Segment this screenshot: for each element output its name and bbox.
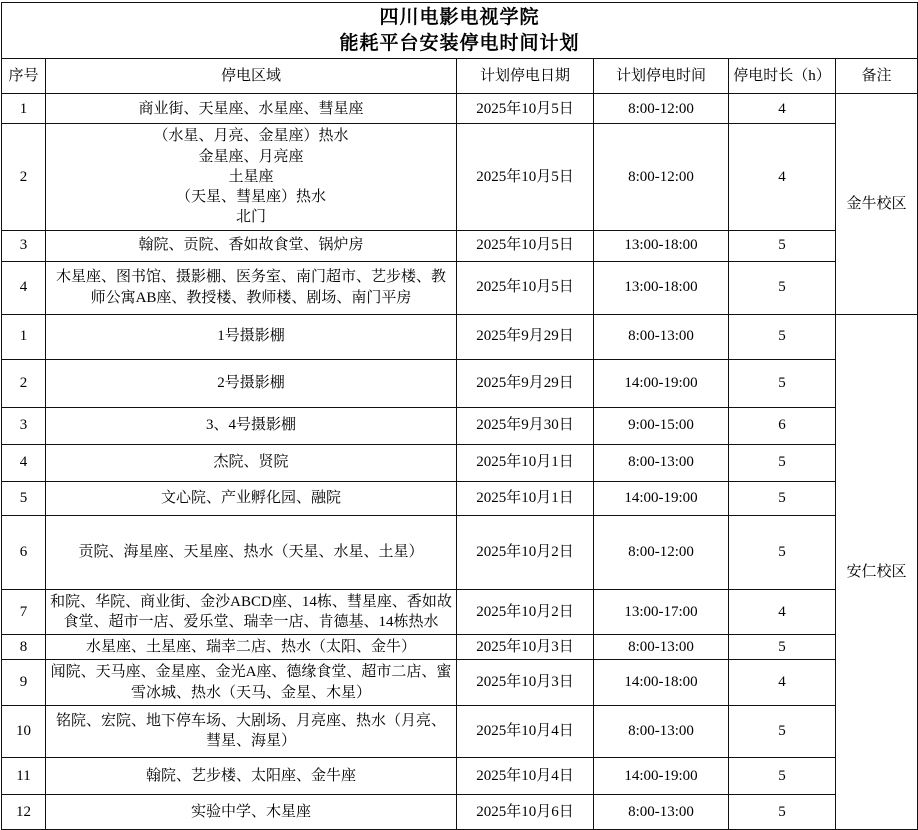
- serial-number-cell: 9: [2, 660, 46, 706]
- schedule-row: [2, 230, 918, 261]
- planned-time-cell: 13:00-17:00: [594, 589, 729, 635]
- planned-time-cell: 8:00-13:00: [594, 314, 729, 359]
- duration-hours-cell: 5: [729, 230, 836, 261]
- planned-date-cell: 2025年10月4日: [457, 705, 594, 757]
- planned-time-cell: 8:00-13:00: [594, 794, 729, 829]
- outage-area-cell: [46, 481, 457, 515]
- campus-remark-cell: 安仁校区: [836, 314, 918, 829]
- outage-area-line: 北门: [235, 209, 266, 226]
- outage-area-cell: [46, 444, 457, 481]
- serial-number-cell: 4: [2, 261, 46, 314]
- duration-hours-cell: 5: [729, 794, 836, 829]
- duration-hours-cell: 6: [729, 407, 836, 444]
- title-line-2: 能耗平台安装停电时间计划: [339, 32, 580, 54]
- planned-time-cell: 8:00-13:00: [594, 444, 729, 481]
- planned-date-cell: 2025年10月1日: [457, 481, 594, 515]
- schedule-row: [2, 794, 918, 829]
- duration-hours-cell: 5: [729, 261, 836, 314]
- schedule-row: [2, 124, 918, 230]
- outage-area-cell: [46, 230, 457, 261]
- outage-area-line: 和院、华院、商业街、金沙ABCD座、14栋、彗星座、香如故食堂、超市一店、爱乐堂、瑞幸一店、肯德基、14栋热水: [50, 593, 452, 630]
- outage-area-line: （天星、彗星座）热水: [175, 189, 326, 206]
- outage-area-line: 铭院、宏院、地下停车场、大剧场、月亮座、热水（月亮、彗星、海星）: [55, 713, 446, 750]
- outage-area-line: 3、4号摄影棚: [205, 417, 296, 434]
- planned-date-cell: 2025年10月1日: [457, 444, 594, 481]
- outage-area-cell: [46, 660, 457, 706]
- outage-area-cell: [46, 757, 457, 794]
- outage-area-line: 1号摄影棚: [217, 328, 285, 345]
- outage-area-line: 实验中学、木星座: [190, 803, 311, 820]
- planned-date-cell: 2025年10月6日: [457, 794, 594, 829]
- serial-number-cell: 12: [2, 794, 46, 829]
- planned-time-cell: 14:00-19:00: [594, 481, 729, 515]
- outage-area-cell: [46, 314, 457, 359]
- planned-time-cell: 8:00-13:00: [594, 705, 729, 757]
- serial-number-cell: 2: [2, 359, 46, 407]
- duration-hours-cell: 5: [729, 635, 836, 660]
- planned-date-cell: 2025年9月29日: [457, 359, 594, 407]
- outage-area-line: 商业街、天星座、水星座、彗星座: [138, 100, 364, 117]
- serial-number-cell: 1: [2, 94, 46, 124]
- planned-time-cell: 9:00-15:00: [594, 407, 729, 444]
- duration-hours-cell: 5: [729, 314, 836, 359]
- planned-date-cell: 2025年10月5日: [457, 230, 594, 261]
- outage-area-line: （水星、月亮、金星座）热水: [153, 128, 349, 145]
- serial-number-cell: 10: [2, 705, 46, 757]
- outage-area-line: 贡院、海星座、天星座、热水（天星、水星、土星）: [78, 543, 424, 560]
- serial-number-cell: 11: [2, 757, 46, 794]
- planned-time-cell: 8:00-12:00: [594, 515, 729, 589]
- outage-area-line: 土星座: [228, 168, 274, 185]
- planned-time-cell: 8:00-12:00: [594, 94, 729, 124]
- schedule-row: [2, 757, 918, 794]
- planned-time-cell: 8:00-12:00: [594, 124, 729, 230]
- column-header-area: 停电区域: [46, 59, 457, 94]
- duration-hours-cell: 5: [729, 481, 836, 515]
- planned-date-cell: 2025年10月5日: [457, 124, 594, 230]
- column-header-serial: 序号: [2, 59, 46, 94]
- outage-area-cell: [46, 589, 457, 635]
- schedule-row: [2, 705, 918, 757]
- duration-hours-cell: 4: [729, 94, 836, 124]
- serial-number-cell: 3: [2, 407, 46, 444]
- column-header-remark: 备注: [836, 59, 918, 94]
- schedule-row: [2, 444, 918, 481]
- schedule-row: [2, 635, 918, 660]
- duration-hours-cell: 4: [729, 124, 836, 230]
- serial-number-cell: 2: [2, 124, 46, 230]
- serial-number-cell: 8: [2, 635, 46, 660]
- outage-area-line: 水星座、土星座、瑞幸二店、热水（太阳、金牛）: [85, 639, 416, 656]
- duration-hours-cell: 5: [729, 444, 836, 481]
- outage-area-line: 杰院、贤院: [213, 454, 289, 471]
- schedule-row: [2, 261, 918, 314]
- outage-area-cell: [46, 359, 457, 407]
- schedule-row: [2, 515, 918, 589]
- planned-date-cell: 2025年10月2日: [457, 589, 594, 635]
- outage-area-line: 文心院、产业孵化园、融院: [160, 489, 341, 506]
- column-header-date: 计划停电日期: [457, 59, 594, 94]
- planned-date-cell: 2025年10月2日: [457, 515, 594, 589]
- schedule-row: [2, 660, 918, 706]
- duration-hours-cell: 5: [729, 515, 836, 589]
- outage-area-line: 翰院、贡院、香如故食堂、锅炉房: [138, 237, 364, 254]
- schedule-table-body: [2, 94, 918, 830]
- title-line-1: 四川电影电视学院: [379, 7, 540, 28]
- title-row: [2, 3, 918, 59]
- planned-time-cell: 14:00-19:00: [594, 757, 729, 794]
- schedule-table: [1, 2, 918, 830]
- outage-area-line: 闻院、天马座、金星座、金光A座、德缘食堂、超市二店、蜜雪冰城、热水（天马、金星、木星）: [50, 664, 452, 701]
- schedule-row: [2, 359, 918, 407]
- schedule-row: [2, 94, 918, 124]
- planned-date-cell: 2025年9月29日: [457, 314, 594, 359]
- planned-date-cell: 2025年10月5日: [457, 94, 594, 124]
- serial-number-cell: 5: [2, 481, 46, 515]
- schedule-row: [2, 481, 918, 515]
- serial-number-cell: 6: [2, 515, 46, 589]
- column-header-time: 计划停电时间: [594, 59, 729, 94]
- planned-date-cell: 2025年10月3日: [457, 660, 594, 706]
- outage-area-cell: [46, 635, 457, 660]
- planned-time-cell: 14:00-18:00: [594, 660, 729, 706]
- duration-hours-cell: 4: [729, 589, 836, 635]
- duration-hours-cell: 5: [729, 705, 836, 757]
- planned-date-cell: 2025年9月30日: [457, 407, 594, 444]
- planned-date-cell: 2025年10月5日: [457, 261, 594, 314]
- schedule-row: [2, 589, 918, 635]
- outage-area-line: 金星座、月亮座: [198, 148, 304, 165]
- table-header-row: [2, 59, 918, 94]
- outage-area-cell: [46, 515, 457, 589]
- outage-area-line: 木星座、图书馆、摄影棚、医务室、南门超市、艺步楼、教师公寓AB座、教授楼、教师楼、剧场、南门平房: [55, 269, 446, 306]
- serial-number-cell: 3: [2, 230, 46, 261]
- schedule-row: [2, 314, 918, 359]
- planned-time-cell: 14:00-19:00: [594, 359, 729, 407]
- outage-area-cell: [46, 794, 457, 829]
- schedule-row: [2, 407, 918, 444]
- outage-area-cell: [46, 705, 457, 757]
- planned-time-cell: 13:00-18:00: [594, 261, 729, 314]
- serial-number-cell: 1: [2, 314, 46, 359]
- duration-hours-cell: 4: [729, 660, 836, 706]
- duration-hours-cell: 5: [729, 359, 836, 407]
- planned-time-cell: 13:00-18:00: [594, 230, 729, 261]
- planned-time-cell: 8:00-13:00: [594, 635, 729, 660]
- column-header-duration: 停电时长（h）: [729, 59, 836, 94]
- planned-date-cell: 2025年10月4日: [457, 757, 594, 794]
- planned-date-cell: 2025年10月3日: [457, 635, 594, 660]
- outage-area-line: 2号摄影棚: [217, 374, 285, 391]
- outage-area-cell: [46, 124, 457, 230]
- duration-hours-cell: 5: [729, 757, 836, 794]
- document-title: [2, 3, 918, 59]
- outage-area-cell: [46, 94, 457, 124]
- campus-remark-cell: 金牛校区: [836, 94, 918, 314]
- outage-area-cell: [46, 407, 457, 444]
- outage-area-cell: [46, 261, 457, 314]
- serial-number-cell: 4: [2, 444, 46, 481]
- serial-number-cell: 7: [2, 589, 46, 635]
- outage-area-line: 翰院、艺步楼、太阳座、金牛座: [145, 767, 356, 784]
